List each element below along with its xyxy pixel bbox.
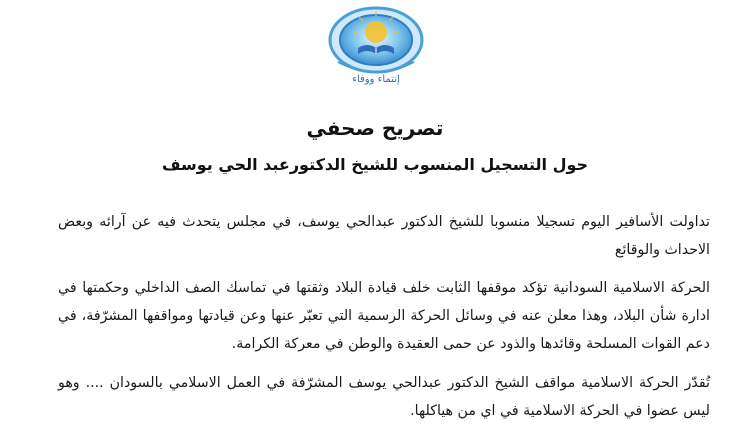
statement-paragraph-2: الحركة الاسلامية السودانية تؤكد موقفها الثابت خلف قيادة البلاد وثقتها في تماسك الصف الداخلي وحكمتها في ادارة شأن البلاد، وهذا معلن عنه في وسائل الحركة الرسمية التي تعبّر عنها وعن قيادتها ومواقفها المشرّفة، في دعم القوات المسلحة وقائدها والذود عن حمى العقيدة والوطن في معركة الكرامة.: [58, 280, 710, 352]
statement-title: تصريح صحفي: [306, 116, 444, 140]
logo-caption: إنتماء ووفاء: [352, 74, 400, 85]
statement-paragraph-1: تداولت الأسافير اليوم تسجيلا منسوبا للشيخ الدكتور عبدالحي يوسف، في مجلس يتحدث فيه عن آرائه وبعض الاحداث والوقائع: [58, 214, 710, 258]
statement-paragraph-3: تُقدّر الحركة الاسلامية مواقف الشيخ الدكتور عبدالحي يوسف المشرّفة في العمل الاسلامي بالسودان .... وهو ليس عضوا في الحركة الاسلامية في اي من هياكلها.: [58, 375, 710, 419]
emblem-icon: [316, 2, 436, 90]
statement-subtitle: حول التسجيل المنسوب للشيخ الدكتورعبد الحي يوسف: [161, 155, 589, 174]
organization-logo: [316, 2, 436, 90]
